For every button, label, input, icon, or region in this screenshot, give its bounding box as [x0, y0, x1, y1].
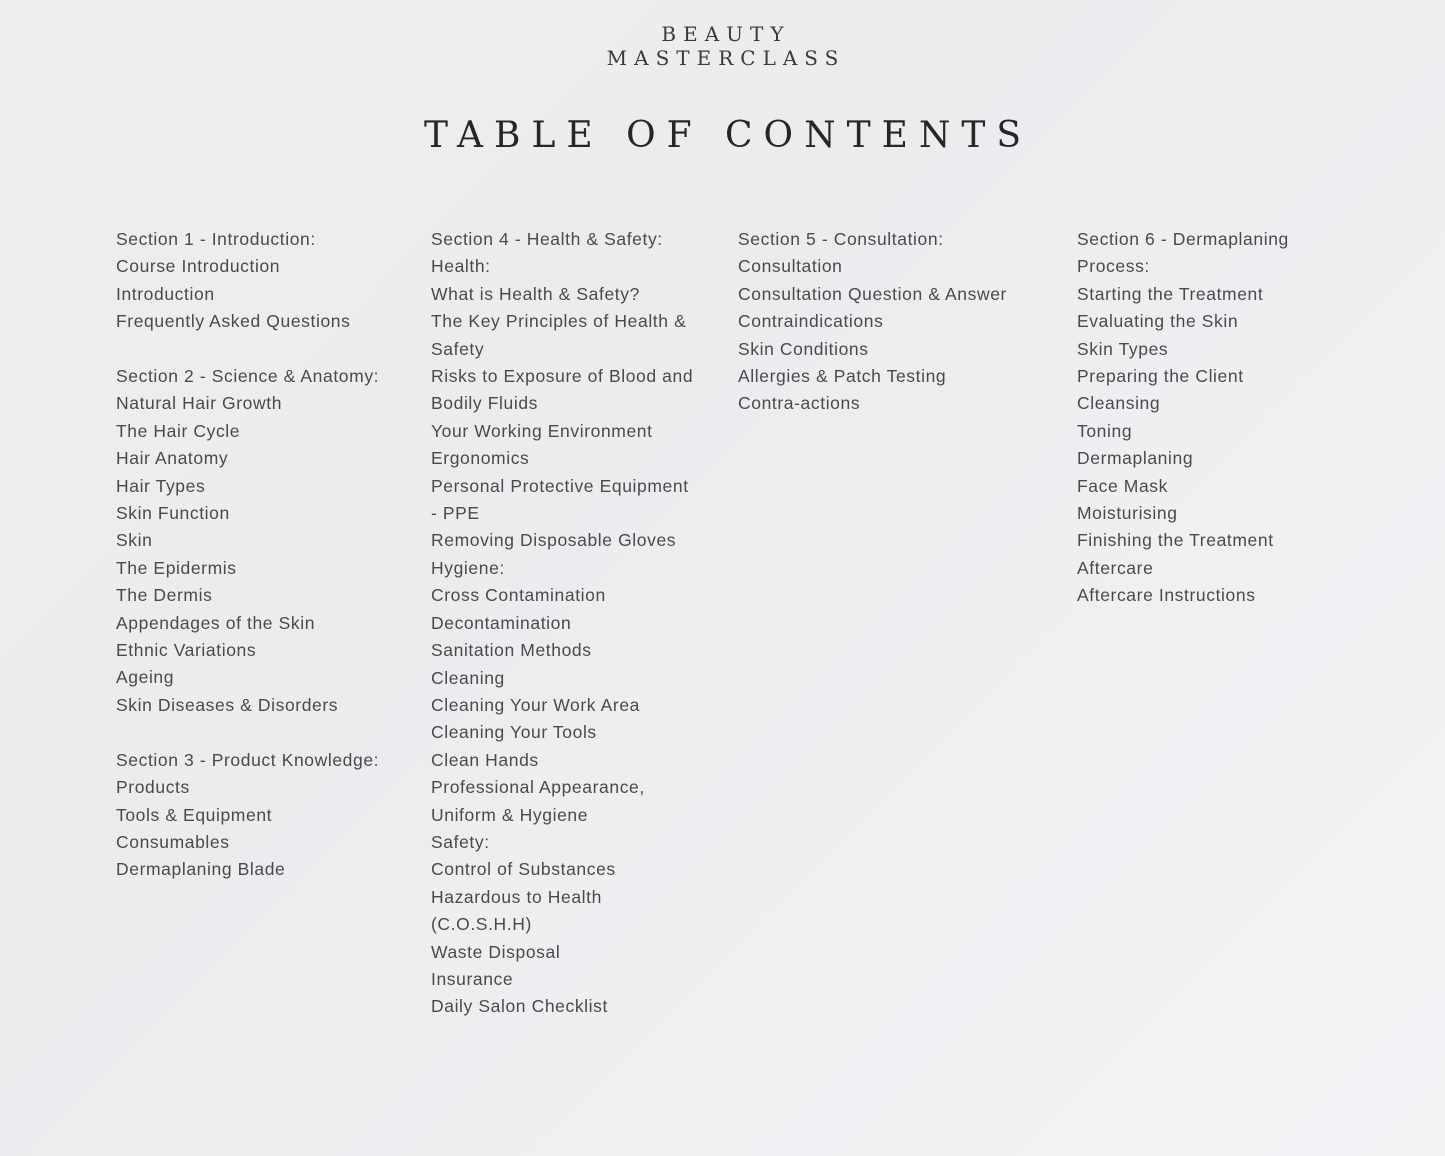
toc-entry: Your Working Environment	[431, 420, 653, 441]
toc-entry: Contraindications	[738, 311, 884, 332]
toc-entry: Skin Diseases & Disorders	[116, 694, 339, 715]
toc-entry: The Dermis	[116, 585, 213, 606]
toc-entry: Introduction	[116, 283, 215, 304]
toc-entry: The Epidermis	[116, 557, 237, 578]
toc-entry: Daily Salon Checklist	[431, 996, 608, 1017]
toc-entry: The Hair Cycle	[116, 420, 241, 441]
toc-column-1	[116, 226, 416, 884]
toc-entry: Skin Conditions	[738, 338, 869, 359]
toc-column-3	[738, 226, 1068, 418]
toc-entry: Skin Function	[116, 503, 230, 524]
toc-entry: Consumables	[116, 831, 230, 852]
toc-entry: Face Mask	[1077, 475, 1168, 496]
toc-entry: Allergies & Patch Testing	[738, 366, 947, 387]
toc-entry: Hazardous to Health	[431, 886, 602, 907]
toc-column-4	[1077, 226, 1377, 610]
toc-entry: Decontamination	[431, 612, 572, 633]
toc-entry: The Key Principles of Health &	[431, 311, 687, 332]
toc-entry: Products	[116, 777, 190, 798]
toc-entry: Professional Appearance,	[431, 777, 645, 798]
toc-entry: Insurance	[431, 968, 514, 989]
page-title: TABLE OF CONTENTS	[423, 115, 1033, 156]
section-heading: Section 5 - Consultation:	[738, 229, 944, 249]
toc-entry: Safety:	[431, 831, 490, 852]
toc-entry: Cleaning	[431, 667, 505, 688]
toc-entry: Contra-actions	[738, 393, 861, 414]
toc-entry: Process:	[1077, 256, 1150, 277]
toc-entry: Cleansing	[1077, 393, 1161, 414]
toc-entry: Sanitation Methods	[431, 640, 592, 661]
toc-entry: Moisturising	[1077, 503, 1178, 524]
toc-entry: Appendages of the Skin	[116, 612, 316, 633]
toc-entry: Course Introduction	[116, 256, 281, 277]
toc-entry: Finishing the Treatment	[1077, 530, 1274, 551]
section-spacer	[116, 719, 416, 746]
toc-entry: Natural Hair Growth	[116, 393, 283, 414]
brand-line-1: BEAUTY	[661, 22, 791, 46]
toc-entry: Skin Types	[1077, 338, 1169, 359]
brand-line-2: MASTERCLASS	[606, 46, 846, 70]
toc-entry: - PPE	[431, 503, 480, 524]
section-heading: Section 2 - Science & Anatomy:	[116, 366, 380, 387]
toc-column-2	[431, 226, 721, 1021]
toc-entry: Dermaplaning Blade	[116, 859, 286, 880]
toc-entry: Bodily Fluids	[431, 393, 539, 414]
toc-entry: Health:	[431, 256, 491, 277]
toc-entry: Dermaplaning	[1077, 448, 1194, 469]
toc-entry: Waste Disposal	[431, 941, 561, 962]
toc-entry: Safety	[431, 338, 485, 359]
toc-entry: Control of Substances	[431, 859, 616, 880]
toc-entry: Cross Contamination	[431, 585, 606, 606]
toc-entry: Cleaning Your Work Area	[431, 694, 641, 715]
section-heading: Section 4 - Health & Safety:	[431, 229, 663, 249]
section-heading: Section 3 - Product Knowledge:	[116, 749, 380, 770]
toc-entry: Hygiene:	[431, 557, 505, 578]
toc-entry: Ethnic Variations	[116, 640, 257, 661]
toc-entry: Frequently Asked Questions	[116, 311, 351, 332]
toc-entry: Ageing	[116, 667, 175, 688]
toc-entry: Ergonomics	[431, 448, 530, 469]
toc-entry: Consultation Question & Answer	[738, 283, 1007, 304]
toc-entry: Clean Hands	[431, 749, 539, 770]
toc-entry: Preparing the Client	[1077, 366, 1244, 387]
section-heading: Section 1 - Introduction:	[116, 229, 316, 249]
toc-entry: Tools & Equipment	[116, 804, 273, 825]
toc-entry: Personal Protective Equipment	[431, 475, 689, 496]
toc-entry: Evaluating the Skin	[1077, 311, 1239, 332]
toc-entry: Risks to Exposure of Blood and	[431, 366, 694, 387]
toc-entry: Uniform & Hygiene	[431, 804, 589, 825]
toc-entry: Starting the Treatment	[1077, 283, 1264, 304]
toc-entry: Hair Anatomy	[116, 448, 229, 469]
section-spacer	[116, 336, 416, 363]
toc-entry: Toning	[1077, 420, 1133, 441]
section-heading: Section 6 - Dermaplaning	[1077, 229, 1289, 249]
toc-entry: Aftercare	[1077, 557, 1154, 578]
toc-entry: Aftercare Instructions	[1077, 585, 1256, 606]
toc-entry: Removing Disposable Gloves	[431, 530, 677, 551]
toc-entry: Hair Types	[116, 475, 206, 496]
toc-entry: (C.O.S.H.H)	[431, 914, 532, 935]
toc-entry: What is Health & Safety?	[431, 283, 640, 304]
toc-entry: Skin	[116, 530, 153, 551]
toc-entry: Consultation	[738, 256, 843, 277]
brand-logo	[0, 22, 1445, 70]
toc-entry: Cleaning Your Tools	[431, 722, 597, 743]
